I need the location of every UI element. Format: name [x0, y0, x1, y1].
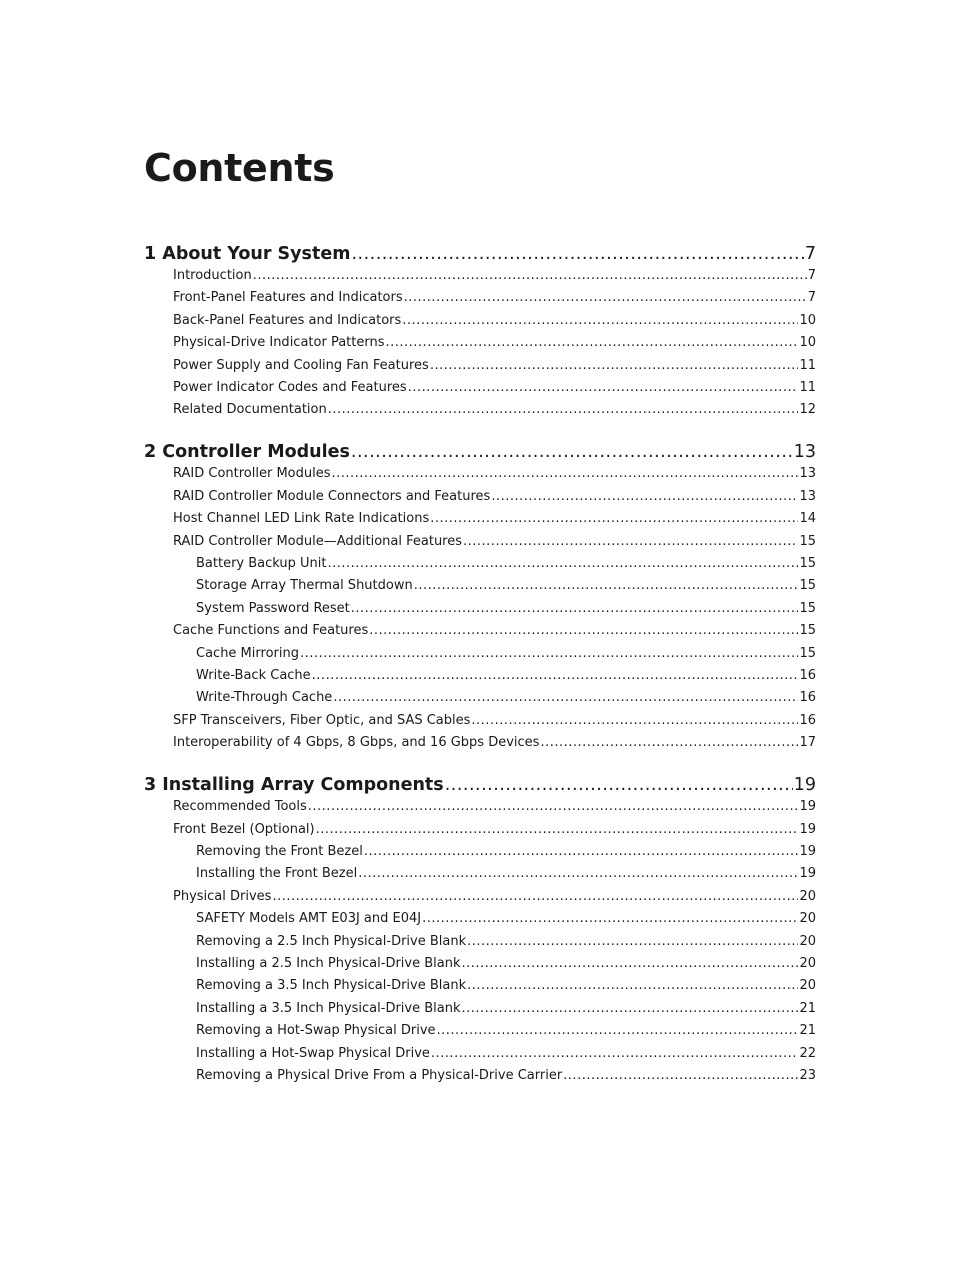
toc-page-number: 13 [799, 466, 816, 482]
toc-entry-label: 2 Controller Modules [144, 442, 350, 463]
toc-page-number: 19 [799, 821, 816, 837]
toc-entry-label: Installing a 2.5 Inch Physical-Drive Blank [196, 956, 461, 971]
toc-entry-label: RAID Controller Module—Additional Features [173, 533, 463, 549]
toc-page-number: 15 [799, 645, 816, 661]
toc-entry-label: Introduction [173, 268, 252, 283]
dot-leader [491, 489, 798, 504]
toc-entry-label: Write-Back Cache [196, 668, 311, 683]
toc-entry[interactable] [196, 690, 816, 705]
toc-entry[interactable] [196, 978, 816, 993]
dot-leader [386, 335, 799, 350]
toc-page-number: 7 [807, 268, 816, 283]
toc-page-number: 17 [799, 735, 816, 751]
toc-entry-label: Cache Functions and Features [173, 623, 369, 639]
dot-leader [430, 358, 799, 373]
dot-leader [316, 822, 799, 837]
dot-leader [467, 934, 798, 949]
dot-leader [402, 313, 798, 328]
toc-page-number: 20 [799, 888, 816, 904]
toc-entry[interactable] [196, 866, 816, 881]
toc-entry[interactable] [196, 1068, 816, 1083]
toc-entry[interactable] [196, 1046, 816, 1061]
dot-leader [351, 601, 799, 616]
toc-entry[interactable] [173, 735, 816, 750]
toc-page-number: 15 [799, 600, 816, 616]
dot-leader [463, 534, 798, 549]
dot-leader [471, 713, 798, 728]
toc-page-number: 14 [799, 511, 816, 527]
toc-entry-label: Related Documentation [173, 402, 327, 418]
dot-leader [333, 690, 798, 705]
toc-entry-label: Removing the Front Bezel [196, 844, 363, 859]
toc-chapter[interactable] [144, 442, 816, 462]
toc-entry-label: Power Indicator Codes and Features [173, 380, 407, 395]
toc-page-number: 21 [799, 1000, 816, 1016]
dot-leader [437, 1023, 799, 1038]
dot-leader [445, 775, 793, 795]
toc-page-number: 19 [799, 866, 816, 882]
toc-page-number: 16 [799, 668, 816, 683]
toc-page-number: 19 [799, 799, 816, 815]
toc-entry[interactable] [173, 402, 816, 417]
toc-entry-label: Cache Mirroring [196, 645, 299, 661]
toc-entry[interactable] [173, 466, 816, 481]
toc-page-number: 20 [799, 956, 816, 971]
toc-entry[interactable] [173, 822, 816, 837]
toc-entry-label: Write-Through Cache [196, 690, 333, 706]
toc-page-number: 11 [799, 380, 816, 395]
toc-page-number: 23 [799, 1068, 816, 1083]
toc-entry-label: RAID Controller Modules [173, 466, 331, 482]
toc-chapter[interactable] [144, 244, 816, 264]
dot-leader [414, 578, 799, 593]
dot-leader [364, 844, 799, 859]
toc-entry[interactable] [196, 668, 816, 683]
toc-entry[interactable] [196, 934, 816, 949]
dot-leader [408, 380, 799, 395]
toc-page-number: 15 [799, 623, 816, 639]
toc-entry[interactable] [173, 534, 816, 549]
toc-entry[interactable] [196, 956, 816, 971]
toc-entry[interactable] [173, 380, 816, 395]
toc-entry-label: Removing a 3.5 Inch Physical-Drive Blank [196, 978, 467, 994]
toc-entry-label: RAID Controller Module Connectors and Features [173, 488, 491, 504]
toc-page-number: 15 [799, 578, 816, 594]
toc-entry-label: Interoperability of 4 Gbps, 8 Gbps, and 16 Gbps Devices [173, 735, 540, 751]
toc-entry-label: Front-Panel Features and Indicators [173, 290, 403, 306]
toc-entry-label: 1 About Your System [144, 244, 351, 264]
dot-leader [308, 799, 799, 814]
toc-page-number: 13 [799, 488, 816, 504]
toc-page-number: 19 [799, 844, 816, 859]
toc-entry-label: SAFETY Models AMT E03J and E04J [196, 911, 422, 927]
toc-entry-label: SFP Transceivers, Fiber Optic, and SAS Cables [173, 712, 471, 728]
toc-entry[interactable] [196, 578, 816, 593]
toc-entry[interactable] [173, 623, 816, 638]
toc-entry-label: System Password Reset [196, 600, 350, 616]
toc-entry-label: Installing a Hot-Swap Physical Drive [196, 1045, 430, 1061]
dot-leader [351, 244, 803, 264]
toc-entry-label: Removing a Hot-Swap Physical Drive [196, 1023, 436, 1039]
toc-entry-label: Recommended Tools [173, 799, 307, 815]
toc-entry[interactable] [173, 313, 816, 328]
toc-entry-label: Host Channel LED Link Rate Indications [173, 511, 430, 527]
toc-entry-label: Back-Panel Features and Indicators [173, 312, 402, 328]
toc-page-number: 21 [799, 1023, 816, 1039]
toc-entry[interactable] [173, 290, 816, 305]
toc-entry-label: Battery Backup Unit [196, 556, 327, 571]
dot-leader [300, 646, 798, 661]
toc-page-number: 13 [793, 442, 816, 463]
toc-entry[interactable] [173, 511, 816, 526]
toc-entry[interactable] [196, 1023, 816, 1038]
toc-entry[interactable] [173, 713, 816, 728]
toc-entry[interactable] [173, 489, 816, 504]
toc-entry[interactable] [196, 601, 816, 616]
toc-entry[interactable] [173, 335, 816, 350]
toc-entry[interactable] [196, 1001, 816, 1016]
toc-entry[interactable] [173, 358, 816, 373]
toc-page-number: 11 [799, 357, 816, 373]
toc-entry-label: Storage Array Thermal Shutdown [196, 578, 413, 594]
dot-leader [462, 956, 799, 971]
toc-page-number: 20 [799, 911, 816, 927]
dot-leader [369, 623, 798, 638]
toc-page-number: 12 [799, 402, 816, 418]
toc-page-number: 15 [799, 533, 816, 549]
dot-leader [563, 1068, 798, 1083]
dot-leader [351, 442, 793, 462]
toc-entry-label: Power Supply and Cooling Fan Features [173, 357, 429, 373]
dot-leader [358, 866, 798, 881]
dot-leader [540, 735, 798, 750]
dot-leader [253, 268, 807, 283]
toc-entry[interactable] [196, 646, 816, 661]
dot-leader [328, 402, 799, 417]
toc-entry[interactable] [196, 556, 816, 571]
toc-entry-label: Removing a 2.5 Inch Physical-Drive Blank [196, 933, 467, 949]
dot-leader [422, 911, 798, 926]
table-of-contents [144, 0, 816, 1268]
toc-page-number: 15 [799, 556, 816, 571]
toc-page-number: 7 [807, 290, 816, 306]
toc-page-number: 16 [799, 690, 816, 706]
toc-page-number: 19 [793, 775, 816, 796]
toc-entry-label: Physical Drives [173, 888, 272, 904]
dot-leader [467, 978, 798, 993]
dot-leader [462, 1001, 799, 1016]
dot-leader [328, 556, 799, 571]
toc-page-number: 20 [799, 933, 816, 949]
dot-leader [312, 668, 799, 683]
dot-leader [272, 889, 798, 904]
page-title: Contents [144, 146, 335, 190]
toc-page-number: 20 [799, 978, 816, 994]
toc-chapter[interactable] [144, 775, 816, 795]
toc-entry-label: Physical-Drive Indicator Patterns [173, 335, 385, 351]
toc-page-number: 7 [804, 244, 816, 264]
toc-page-number: 10 [799, 335, 816, 351]
toc-entry[interactable] [173, 799, 816, 814]
dot-leader [332, 466, 799, 481]
toc-entry-label: Installing a 3.5 Inch Physical-Drive Blank [196, 1000, 461, 1016]
toc-entry-label: Removing a Physical Drive From a Physical-Drive Carrier [196, 1068, 563, 1083]
toc-page-number: 10 [799, 312, 816, 328]
toc-page-number: 16 [799, 712, 816, 728]
toc-entry[interactable] [173, 268, 816, 283]
toc-entry[interactable] [196, 911, 816, 926]
toc-page-number: 22 [799, 1045, 816, 1061]
toc-entry-label: Front Bezel (Optional) [173, 821, 315, 837]
dot-leader [404, 290, 807, 305]
toc-entry-label: Installing the Front Bezel [196, 866, 358, 882]
toc-entry[interactable] [196, 844, 816, 859]
dot-leader [430, 511, 798, 526]
toc-entry[interactable] [173, 889, 816, 904]
dot-leader [431, 1046, 799, 1061]
toc-entry-label: 3 Installing Array Components [144, 775, 444, 796]
